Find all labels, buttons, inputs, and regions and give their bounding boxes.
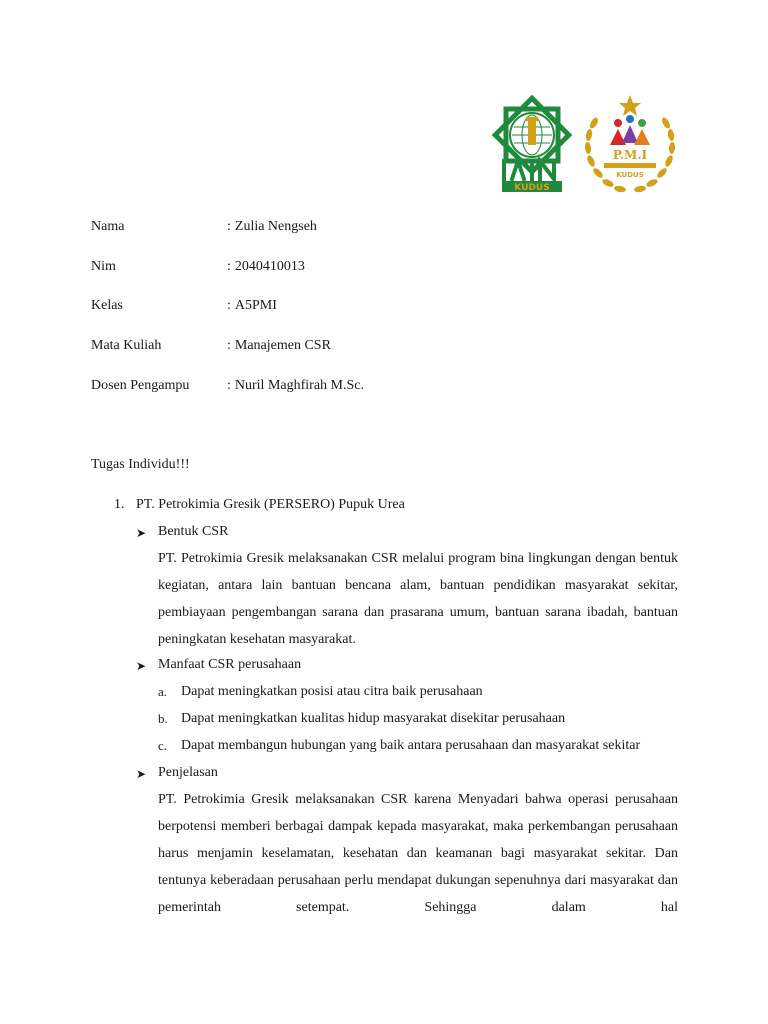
pmi-kudus-logo [580, 93, 680, 197]
identity-label: Nim [91, 259, 116, 274]
manfaat-text: Dapat membangun hubungan yang baik antara perusahaan dan masyarakat sekitar [181, 738, 641, 753]
manfaat-letter: c. [158, 738, 168, 753]
identity-value: : Manajemen CSR [227, 338, 331, 353]
task-title: Tugas Individu!!! [91, 457, 190, 472]
arrow-bullet-icon: ➤ [136, 526, 147, 540]
penjelasan-paragraph: PT. Petrokimia Gresik melaksanakan CSR karena Menyadari bahwa operasi perusahaan berpotensi memberi berbagai dampak kepada masyarakat, maka perkembangan perusahaan harus menjamin keselamatan, kesehatan dan keamanan bagi masyarakat sekitar. Dan tentunya keberadaan perusahaan perlu mendapat dukungan sepenuhnya dari masyarakat dan pemerintah setempat. Sehingga dalam hal [158, 792, 678, 915]
identity-value: : 2040410013 [227, 259, 305, 274]
identity-label: Dosen Pengampu [91, 378, 190, 393]
manfaat-text: Dapat meningkatkan posisi atau citra baik perusahaan [181, 684, 483, 699]
iain-logo-text: KUDUS [514, 183, 550, 193]
identity-value: : Zulia Nengseh [227, 219, 317, 234]
identity-label: Kelas [91, 298, 123, 313]
bentuk-paragraph: PT. Petrokimia Gresik melaksanakan CSR melalui program bina lingkungan dengan bentuk kegiatan, antara lain bantuan bencana alam, bantuan pendidikan masyarakat sekitar, pembiayaan pengembangan sarana dan prasarana umum, bantuan sarana ibadah, bantuan peningkatan kesehatan masyarakat. [158, 551, 678, 647]
manfaat-letter: b. [158, 711, 168, 726]
identity-label: Mata Kuliah [91, 338, 162, 353]
item-title: PT. Petrokimia Gresik (PERSERO) Pupuk Urea [136, 497, 405, 512]
bentuk-label: Bentuk CSR [158, 524, 229, 539]
arrow-bullet-icon: ➤ [136, 767, 147, 781]
pmi-logo-letters: P.M.I [612, 148, 648, 162]
identity-value: : A5PMI [227, 298, 277, 313]
identity-label: Nama [91, 219, 125, 234]
logo-group [488, 93, 680, 199]
manfaat-text: Dapat meningkatkan kualitas hidup masyarakat disekitar perusahaan [181, 711, 566, 726]
penjelasan-label: Penjelasan [158, 765, 218, 780]
arrow-bullet-icon: ➤ [136, 659, 147, 673]
iain-kudus-logo [488, 95, 576, 195]
item-number: 1. [114, 497, 125, 512]
manfaat-label: Manfaat CSR perusahaan [158, 657, 302, 672]
identity-value: : Nuril Maghfirah M.Sc. [227, 378, 364, 393]
pmi-logo-text: KUDUS [616, 171, 644, 179]
manfaat-letter: a. [158, 684, 168, 699]
